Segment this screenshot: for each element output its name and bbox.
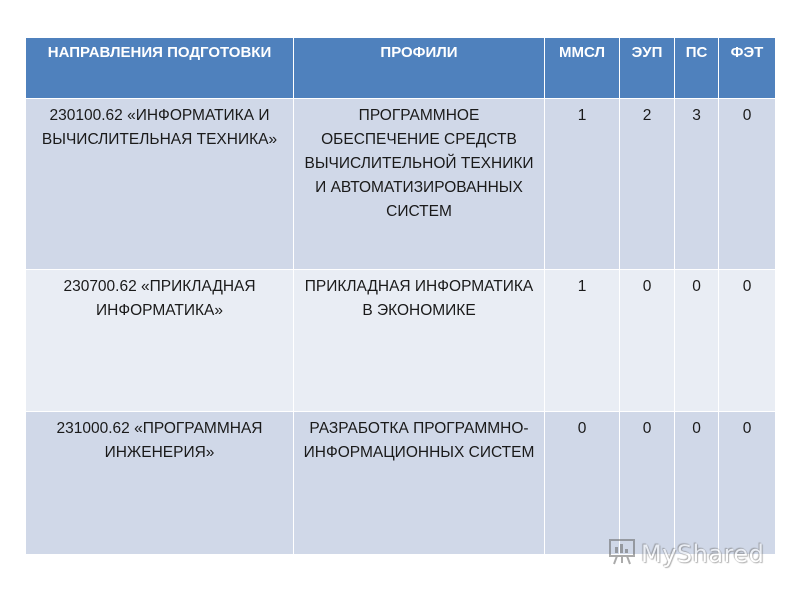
header-fet: ФЭТ <box>719 38 776 99</box>
ps-cell: 0 <box>675 270 719 412</box>
header-eup: ЭУП <box>620 38 675 99</box>
direction-cell: 230100.62 «ИНФОРМАТИКА И ВЫЧИСЛИТЕЛЬНАЯ ТЕХНИКА» <box>26 99 294 270</box>
direction-cell: 231000.62 «ПРОГРАММНАЯ ИНЖЕНЕРИЯ» <box>26 412 294 555</box>
table-row <box>26 270 776 412</box>
header-mmsl: ММСЛ <box>545 38 620 99</box>
profiles-table <box>25 37 776 555</box>
header-directions: НАПРАВЛЕНИЯ ПОДГОТОВКИ <box>26 38 294 99</box>
profile-cell: ПРИКЛАДНАЯ ИНФОРМАТИКА В ЭКОНОМИКЕ <box>294 270 545 412</box>
header-ps: ПС <box>675 38 719 99</box>
header-profiles: ПРОФИЛИ <box>294 38 545 99</box>
watermark-text: MyShared <box>641 539 765 568</box>
table-row <box>26 412 776 555</box>
profile-cell: РАЗРАБОТКА ПРОГРАММНО-ИНФОРМАЦИОННЫХ СИСТЕМ <box>294 412 545 555</box>
mmsl-cell: 1 <box>545 270 620 412</box>
direction-cell: 230700.62 «ПРИКЛАДНАЯ ИНФОРМАТИКА» <box>26 270 294 412</box>
mmsl-cell: 1 <box>545 99 620 270</box>
presentation-board-icon <box>607 536 637 571</box>
mmsl-cell: 0 <box>545 412 620 555</box>
header-row <box>26 38 776 99</box>
eup-cell: 2 <box>620 99 675 270</box>
table-row <box>26 99 776 270</box>
fet-cell: 0 <box>719 99 776 270</box>
ps-cell: 0 <box>675 412 719 555</box>
ps-cell: 3 <box>675 99 719 270</box>
myshared-watermark <box>607 536 764 571</box>
fet-cell: 0 <box>719 270 776 412</box>
fet-cell: 0 <box>719 412 776 555</box>
profile-cell: ПРОГРАММНОЕ ОБЕСПЕЧЕНИЕ СРЕДСТВ ВЫЧИСЛИТЕЛЬНОЙ ТЕХНИКИ И АВТОМАТИЗИРОВАННЫХ СИСТЕМ <box>294 99 545 270</box>
eup-cell: 0 <box>620 412 675 555</box>
eup-cell: 0 <box>620 270 675 412</box>
